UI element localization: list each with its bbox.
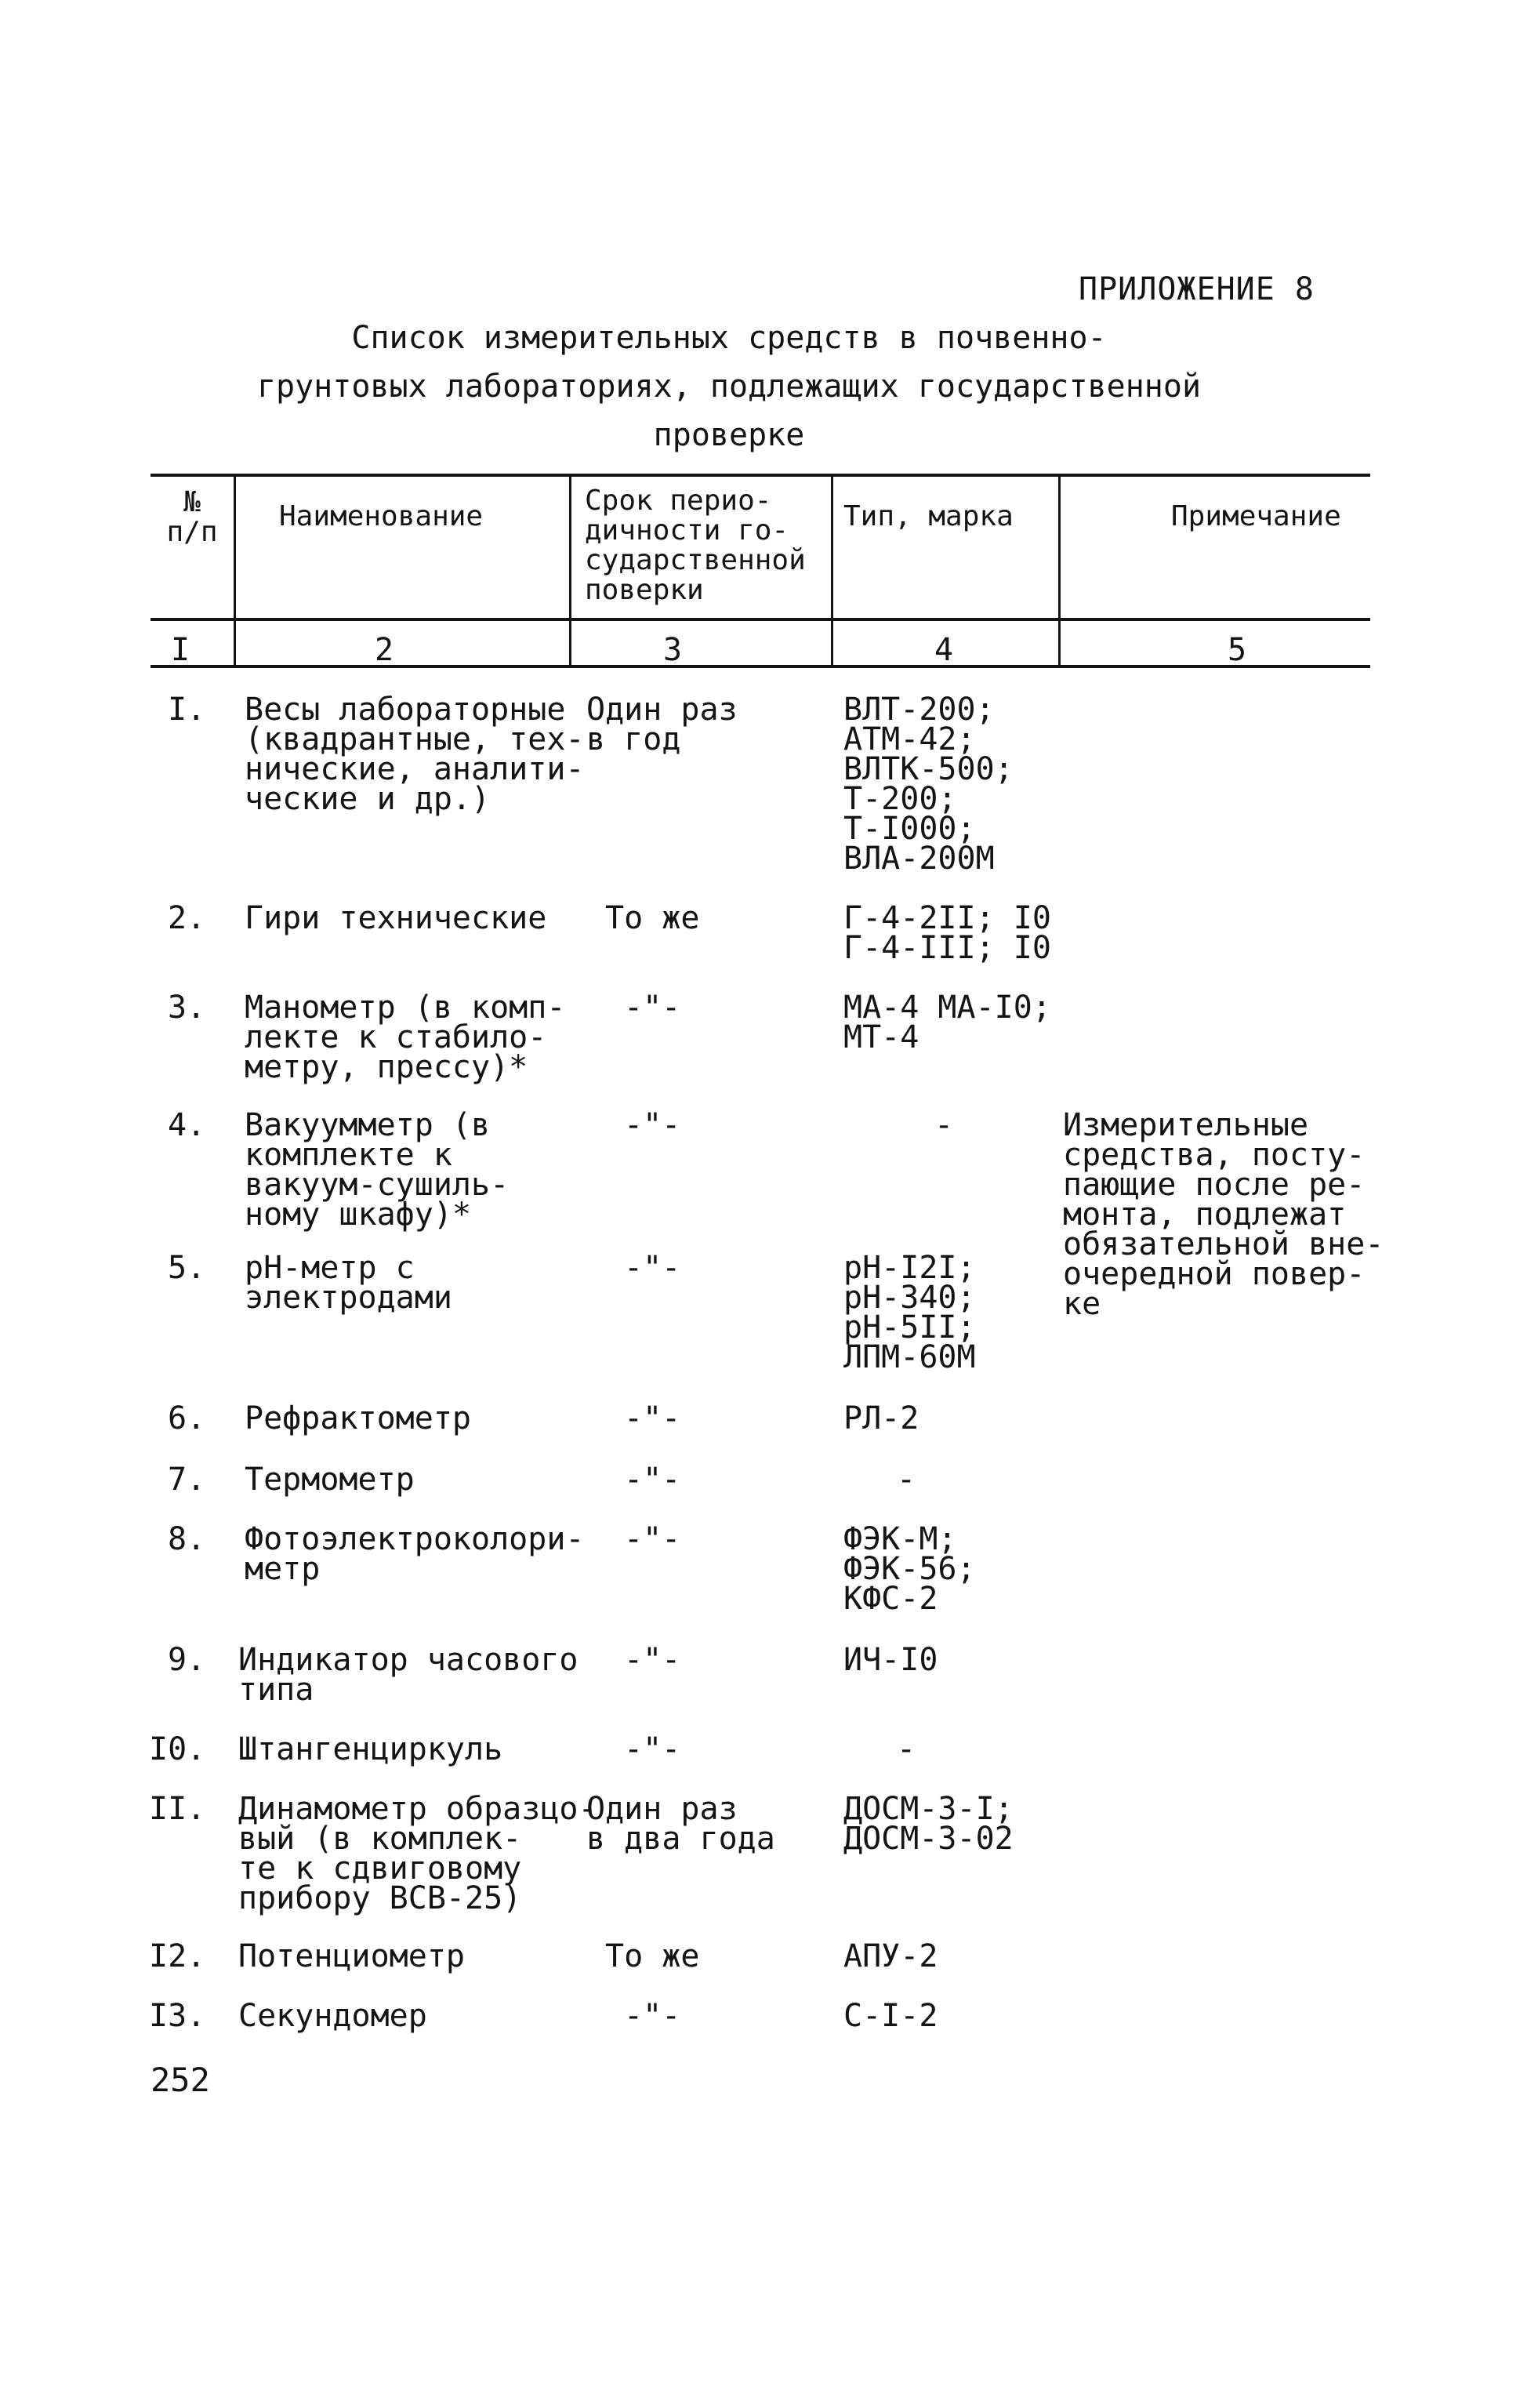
row-num: 8. bbox=[168, 1521, 206, 1557]
row-period: -"- bbox=[624, 1521, 681, 1557]
col-separator-1 bbox=[234, 474, 236, 666]
header-name: Наименование bbox=[279, 500, 484, 532]
row-name: Штангенциркуль bbox=[238, 1731, 503, 1767]
header-num: № п/п bbox=[166, 486, 218, 548]
row-period: -"- bbox=[624, 1250, 681, 1286]
row-type: ИЧ-I0 bbox=[843, 1642, 938, 1678]
row-type: ВЛТ-200; АТМ-42; ВЛТК-500; Т-200; Т-I000; ВЛА-200М bbox=[843, 692, 1014, 877]
row-num: 3. bbox=[168, 990, 206, 1026]
header-note: Примечание bbox=[1171, 500, 1341, 532]
row-type: Г-4-2II; I0 Г-4-III; I0 bbox=[843, 900, 1051, 966]
row-name: Весы лабораторные (квадрантные, тех- нические, аналити- ческие и др.) bbox=[245, 692, 585, 817]
col-separator-4 bbox=[1058, 474, 1061, 666]
header-period: Срок перио- дичности го- сударственной поверки bbox=[585, 485, 806, 606]
row-type: - bbox=[897, 1462, 916, 1498]
page-number: 252 bbox=[151, 2061, 210, 2099]
document-title: Список измерительных средств в почвенно- грунтовых лабораториях, подлежащих государственной проверке bbox=[256, 320, 1202, 453]
row-num: 6. bbox=[168, 1400, 206, 1436]
row-period: Один раз в год bbox=[586, 692, 738, 757]
row-type: - bbox=[897, 1731, 916, 1767]
header-bottom-rule bbox=[151, 618, 1370, 621]
appendix-label: ПРИЛОЖЕНИЕ 8 bbox=[1079, 271, 1315, 307]
note-text: Измерительные средства, посту- пающие после ре- монта, подлежат обязательной вне- очередной повер- ке bbox=[1063, 1107, 1384, 1322]
colnum-1: I bbox=[171, 632, 190, 668]
row-type: - bbox=[934, 1107, 954, 1143]
row-name: Фотоэлектроколори- метр bbox=[245, 1521, 585, 1587]
colnum-3: 3 bbox=[663, 632, 683, 668]
row-num: I3. bbox=[149, 1998, 206, 2034]
row-period: То же bbox=[605, 1938, 700, 1974]
row-period: -"- bbox=[624, 1642, 681, 1678]
row-name: Динамометр образцо- вый (в комплек- те к сдвиговому прибору ВСВ-25) bbox=[238, 1791, 597, 1916]
row-name: Манометр (в комп- лекте к стабило- метру, прессу)* bbox=[245, 990, 566, 1085]
col-separator-3 bbox=[831, 474, 833, 666]
row-num: I0. bbox=[149, 1731, 206, 1767]
row-type: С-I-2 bbox=[843, 1998, 938, 2034]
col-separator-2 bbox=[569, 474, 571, 666]
row-period: -"- bbox=[624, 1400, 681, 1436]
row-name: Потенциометр bbox=[238, 1938, 465, 1974]
row-period: То же bbox=[605, 900, 700, 936]
row-period: -"- bbox=[624, 1998, 681, 2034]
row-num: I2. bbox=[149, 1938, 206, 1974]
row-num: 2. bbox=[168, 900, 206, 936]
row-type: РЛ-2 bbox=[843, 1400, 919, 1436]
row-name: pH-метр с электродами bbox=[245, 1250, 452, 1316]
row-period: -"- bbox=[624, 1107, 681, 1143]
row-num: 4. bbox=[168, 1107, 206, 1143]
row-type: ФЭК-М; ФЭК-56; КФС-2 bbox=[843, 1521, 976, 1617]
colnum-2: 2 bbox=[375, 632, 394, 668]
row-period: -"- bbox=[624, 1462, 681, 1498]
row-name: Вакуумметр (в комплекте к вакуум-сушиль- ному шкафу)* bbox=[245, 1107, 510, 1233]
row-name: Секундомер bbox=[238, 1998, 427, 2034]
row-type: МА-4 МА-I0; МТ-4 bbox=[843, 990, 1051, 1055]
row-num: 5. bbox=[168, 1250, 206, 1286]
colnum-bottom-rule bbox=[151, 665, 1370, 668]
row-period: -"- bbox=[624, 990, 681, 1026]
colnum-5: 5 bbox=[1228, 632, 1247, 668]
row-num: 7. bbox=[168, 1462, 206, 1498]
row-name: Гири технические bbox=[245, 900, 547, 936]
row-type: АПУ-2 bbox=[843, 1938, 938, 1974]
row-type: pH-I2I; pH-340; pH-5II; ЛПМ-60М bbox=[843, 1250, 976, 1375]
table-top-rule bbox=[151, 474, 1370, 477]
row-num: I. bbox=[168, 692, 206, 728]
row-name: Индикатор часового типа bbox=[238, 1642, 579, 1708]
header-type: Тип, марка bbox=[843, 500, 1014, 532]
row-name: Рефрактометр bbox=[245, 1400, 471, 1436]
row-type: ДОСМ-3-I; ДОСМ-3-02 bbox=[843, 1791, 1014, 1857]
row-period: Один раз в два года bbox=[586, 1791, 775, 1857]
row-name: Термометр bbox=[245, 1462, 415, 1498]
row-num: II. bbox=[149, 1791, 206, 1827]
colnum-4: 4 bbox=[934, 632, 954, 668]
row-period: -"- bbox=[624, 1731, 681, 1767]
row-num: 9. bbox=[168, 1642, 206, 1678]
